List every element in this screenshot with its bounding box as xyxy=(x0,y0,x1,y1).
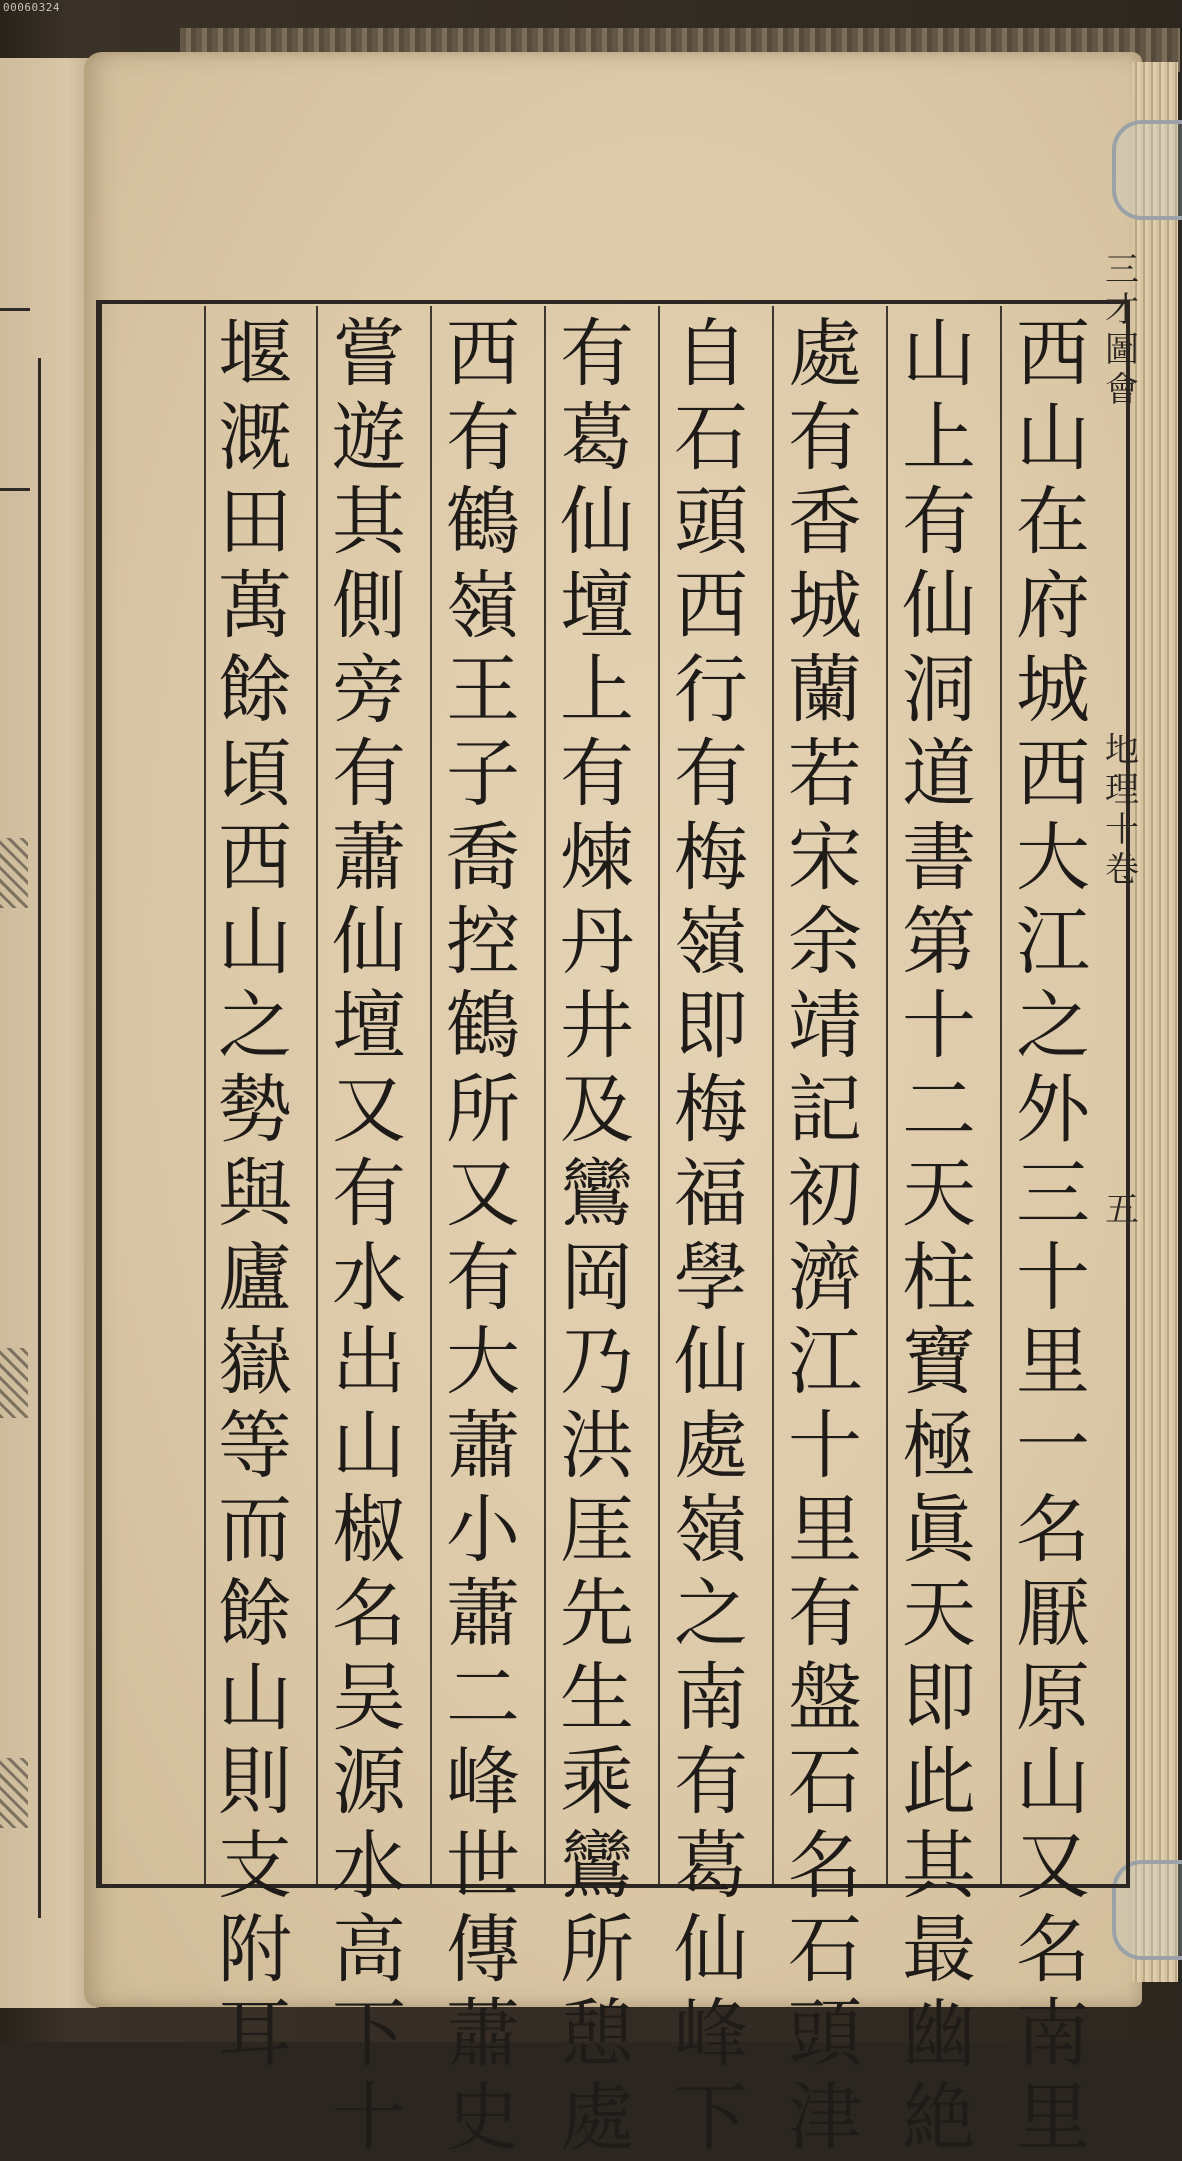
text-column-7 xyxy=(320,311,418,2161)
margin-section: 地理 xyxy=(1105,730,1139,810)
left-page-border xyxy=(24,358,41,1918)
text-column-content: 西有鶴嶺王子喬控鶴所又有大蕭小蕭二峰世傳蕭史 xyxy=(446,311,520,2161)
margin-juan: 十卷 xyxy=(1105,810,1139,890)
text-column-content: 自石頭西行有梅嶺即梅福學仙處嶺之南有葛仙峰下 xyxy=(674,311,748,2161)
text-column-3 xyxy=(776,311,874,2161)
left-page-rule xyxy=(0,488,30,491)
text-column-2 xyxy=(890,311,988,2161)
text-column-4 xyxy=(662,311,760,2161)
text-column-1 xyxy=(1004,311,1102,2161)
text-column-5 xyxy=(548,311,646,2161)
column-rule xyxy=(658,306,660,1884)
text-column-content: 西山在府城西大江之外三十里一名厭原山又名南里 xyxy=(1016,311,1090,2161)
text-column-content: 堰溉田萬餘頃西山之勢與廬嶽等而餘山則支附耳 xyxy=(218,311,292,2077)
margin-title: 三才圖會 xyxy=(1105,250,1139,410)
margin-header xyxy=(1104,250,1140,1590)
left-page-illustration xyxy=(0,1758,28,1828)
column-rule xyxy=(430,306,432,1884)
archive-id: 00060324 xyxy=(3,1,60,14)
binder-clip-icon xyxy=(1112,120,1182,220)
left-page-illustration xyxy=(0,838,28,908)
text-column-content: 有葛仙壇上有煉丹井及鸞岡乃洪厓先生乘鸞所憩處 xyxy=(560,311,634,2161)
column-rule xyxy=(316,306,318,1884)
text-column-content: 處有香城蘭若宋余靖記初濟江十里有盤石名石頭津 xyxy=(788,311,862,2161)
text-column-6 xyxy=(434,311,532,2161)
text-column-content: 山上有仙洞道書第十二天柱寶極眞天即此其最幽絶 xyxy=(902,311,976,2161)
text-column-content: 嘗遊其側旁有蕭仙壇又有水出山椒名吴源水高下十 xyxy=(332,311,406,2161)
left-page-illustration xyxy=(0,1348,28,1418)
column-rule xyxy=(1000,306,1002,1884)
page-number: 五 xyxy=(1105,1190,1139,1230)
text-column-8 xyxy=(206,311,304,2077)
left-page-rule xyxy=(0,308,30,311)
column-rule xyxy=(544,306,546,1884)
column-rule xyxy=(886,306,888,1884)
column-rule xyxy=(772,306,774,1884)
